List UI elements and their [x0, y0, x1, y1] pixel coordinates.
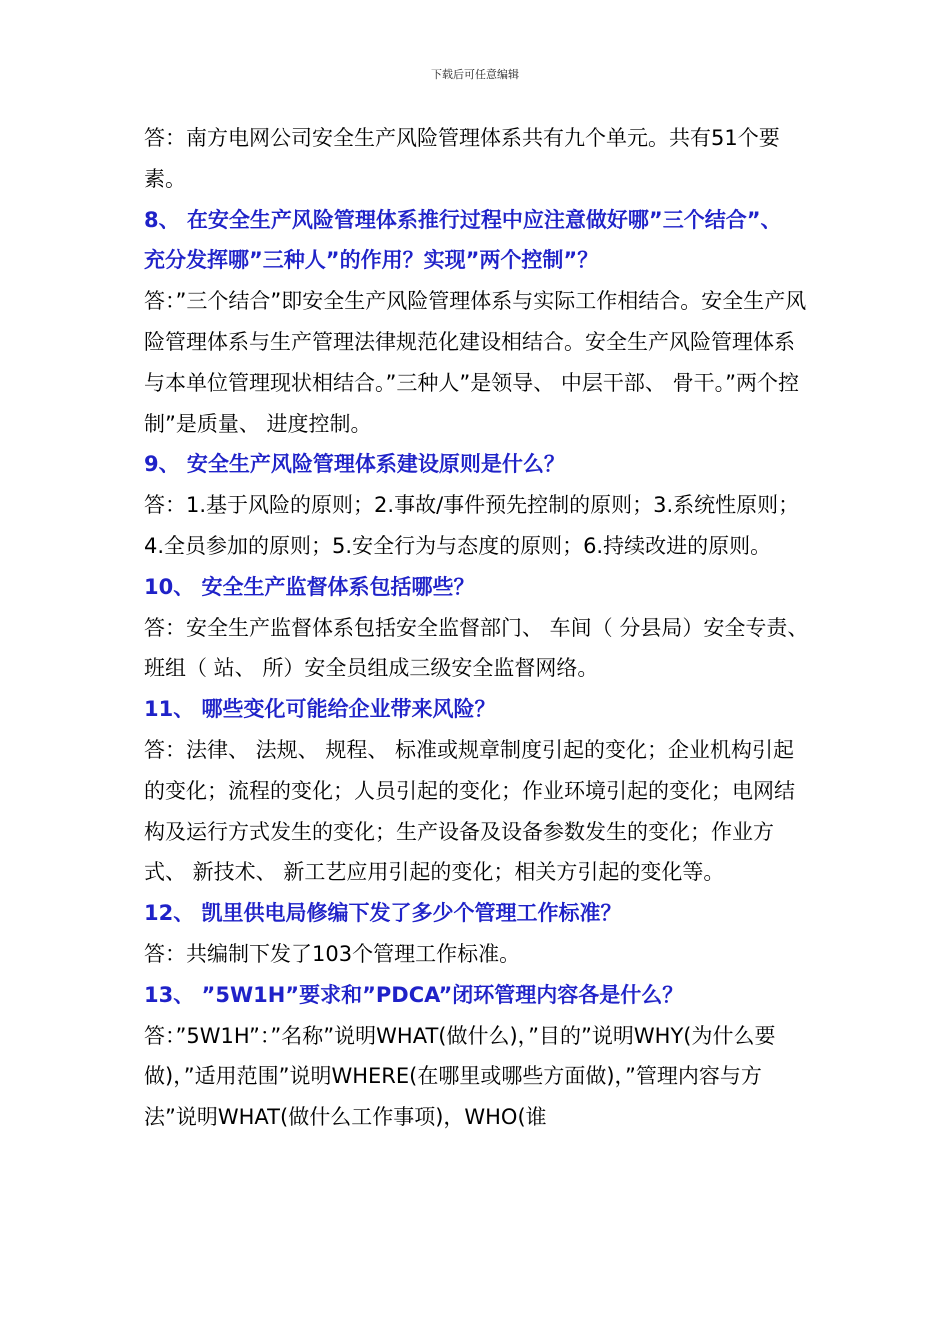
- answer-paragraph: 答：共编制下发了103个管理工作标准。: [144, 941, 521, 966]
- answer-paragraph: 答：法律、 法规、 规程、 标准或规章制度引起的变化；企业机构引起的变化；流程的变化；人员引起的变化；作业环境引起的变化；电网结构及运行方式发生的变化；生产设备及设备参数发生的变化；作业方式、 新技术、 新工艺应用引起的变化；相关方引起的变化等。: [144, 737, 795, 885]
- question-heading: 13、 ”5W1H”要求和”PDCA”闭环管理内容各是什么？: [144, 982, 684, 1007]
- answer-paragraph: 答：南方电网公司安全生产风险管理体系共有九个单元。共有51个要素。: [144, 126, 780, 191]
- question-heading: 11、 哪些变化可能给企业带来风险？: [144, 697, 496, 722]
- question-heading: 10、 安全生产监督体系包括哪些？: [144, 574, 475, 599]
- answer-paragraph: 答：1.基于风险的原则；2.事故/事件预先控制的原则；3.系统性原则；4.全员参加的原则；5.安全行为与态度的原则；6.持续改进的原则。: [144, 493, 800, 558]
- answer-paragraph: 答：”三个结合”即安全生产风险管理体系与实际工作相结合。安全生产风险管理体系与生产管理法律规范化建设相结合。安全生产风险管理体系与本单位管理现状相结合。”三种人”是领导、 中层干部、 骨干。”两个控制”是质量、 进度控制。: [144, 289, 807, 436]
- page-header: 下载后可任意编辑: [431, 68, 519, 81]
- question-heading: 12、 凯里供电局修编下发了多少个管理工作标准？: [144, 901, 622, 926]
- qa-content: [144, 118, 809, 1138]
- question-heading: 8、 在安全生产风险管理体系推行过程中应注意做好哪”三个结合”、 充分发挥哪”三种人”的作用？实现”两个控制”？: [144, 207, 782, 273]
- question-heading: 9、 安全生产风险管理体系建设原则是什么？: [144, 452, 565, 477]
- answer-paragraph: 答：”5W1H”：”名称”说明WHAT(做什么)，”目的”说明WHY(为什么要做)，”适用范围”说明WHERE(在哪里或哪些方面做)，”管理内容与方法”说明WHAT(做什么工作事项)，WHO(谁: [144, 1023, 776, 1130]
- answer-paragraph: 答：安全生产监督体系包括安全监督部门、 车间（ 分县局）安全专责、 班组（ 站、 所）安全员组成三级安全监督网络。: [144, 615, 809, 681]
